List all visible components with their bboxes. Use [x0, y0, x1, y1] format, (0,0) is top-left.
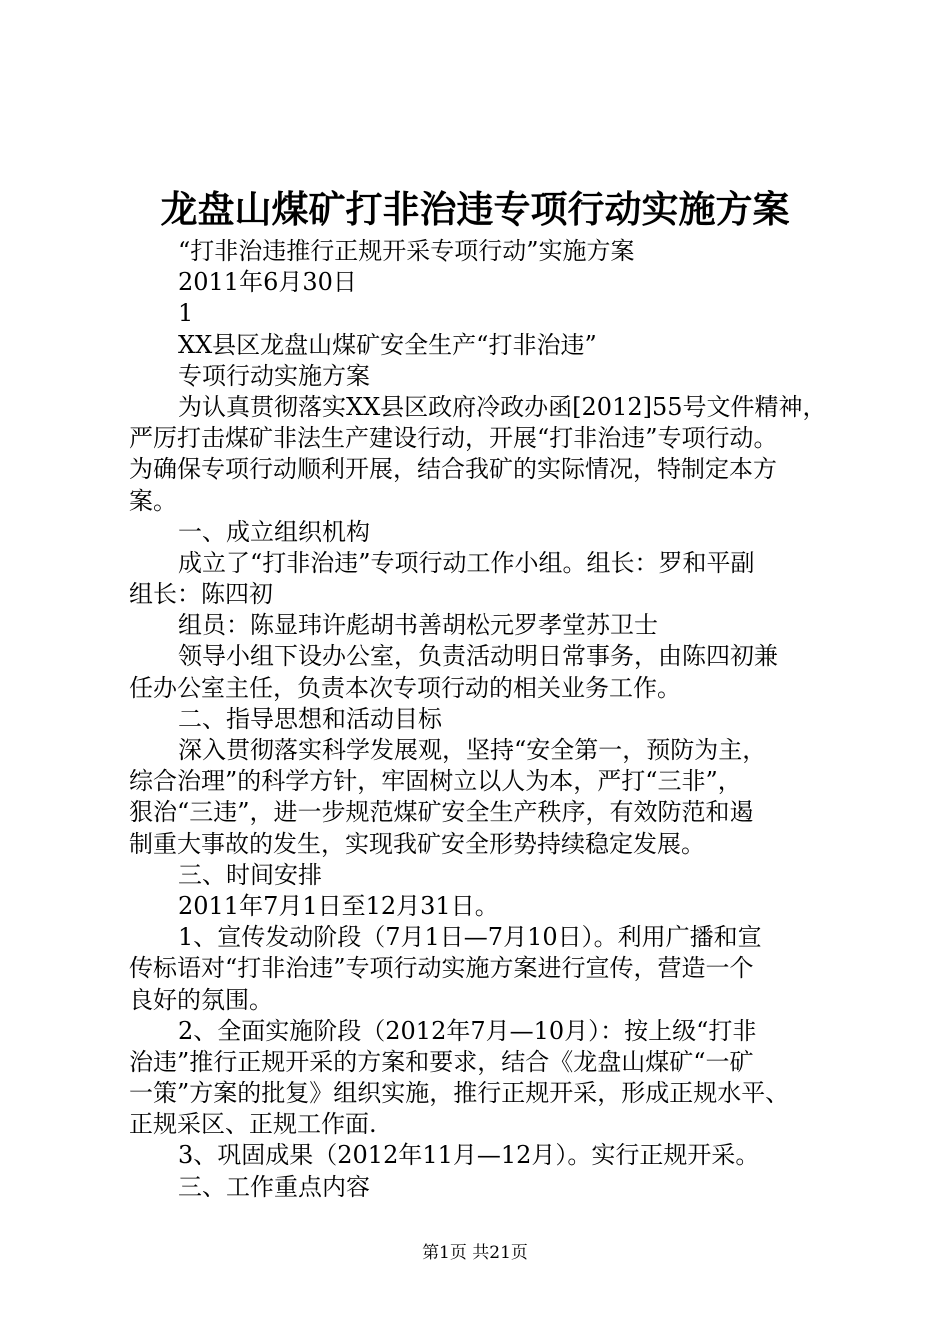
section-heading: 二、指导思想和活动目标 [178, 704, 442, 733]
paragraph-line: 狠治“三违”，进一步规范煤矿安全生产秩序，有效防范和遏 [129, 798, 754, 827]
document-title: 龙盘山煤矿打非治违专项行动实施方案 [160, 187, 790, 231]
paragraph-line: 1、宣传发动阶段（7月1日—7月10日）。利用广播和宣 [178, 923, 762, 952]
paragraph-line: 任办公室主任，负责本次专项行动的相关业务工作。 [129, 673, 681, 702]
paragraph-line: 正规采区、正规工作面. [129, 1110, 377, 1139]
paragraph-line: 2、全面实施阶段（2012年7月—10月）：按上级“打非 [178, 1016, 757, 1045]
subtitle-line: “打非治违推行正规开采专项行动”实施方案 [178, 237, 635, 265]
paragraph-line: 组长：陈四初 [129, 580, 273, 609]
paragraph-line: 传标语对“打非治违”专项行动实施方案进行宣传，营造一个 [129, 954, 754, 983]
paragraph-line: 组员：陈显玮许彪胡书善胡松元罗孝堂苏卫士 [178, 611, 658, 640]
paragraph-line: 严厉打击煤矿非法生产建设行动，开展“打非治违”专项行动。 [129, 424, 778, 453]
heading-line: XX县区龙盘山煤矿安全生产“打非治违” [178, 330, 597, 359]
date-line: 2011年6月30日 [178, 268, 357, 297]
paragraph-line: 综合治理”的科学方针，牢固树立以人为本，严打“三非”， [129, 767, 742, 796]
paragraph-line: 良好的氛围。 [129, 985, 273, 1014]
paragraph-line: 深入贯彻落实科学发展观，坚持“安全第一，预防为主， [178, 736, 767, 764]
paragraph-line: 领导小组下设办公室，负责活动明日常事务，由陈四初兼 [178, 642, 778, 671]
paragraph-line: 治违”推行正规开采的方案和要求，结合《龙盘山煤矿“一矿 [129, 1047, 754, 1076]
paragraph-line: 2011年7月1日至12月31日。 [178, 891, 499, 920]
heading-line: 专项行动实施方案 [178, 361, 370, 390]
paragraph-line: 为认真贯彻落实XX县区政府冷政办函[2012]55号文件精神， [178, 392, 827, 421]
section-heading: 一、成立组织机构 [178, 517, 370, 546]
number-line: 1 [178, 299, 194, 328]
paragraph-line: 案。 [129, 486, 177, 515]
paragraph-line: 为确保专项行动顺利开展，结合我矿的实际情况，特制定本方 [129, 455, 777, 484]
paragraph-line: 制重大事故的发生，实现我矿安全形势持续稳定发展。 [129, 829, 705, 858]
paragraph-line: 3、巩固成果（2012年11月—12月）。实行正规开采。 [178, 1141, 760, 1170]
section-heading: 三、时间安排 [178, 860, 322, 889]
paragraph-line: 一策”方案的批复》组织实施，推行正规开采，形成正规水平、 [129, 1079, 790, 1108]
section-heading: 三、工作重点内容 [178, 1172, 370, 1201]
page-footer: 第1页 共21页 [422, 1243, 528, 1263]
document-body [129, 236, 834, 1203]
paragraph-line: 成立了“打非治违”专项行动工作小组。组长：罗和平副 [178, 548, 755, 577]
